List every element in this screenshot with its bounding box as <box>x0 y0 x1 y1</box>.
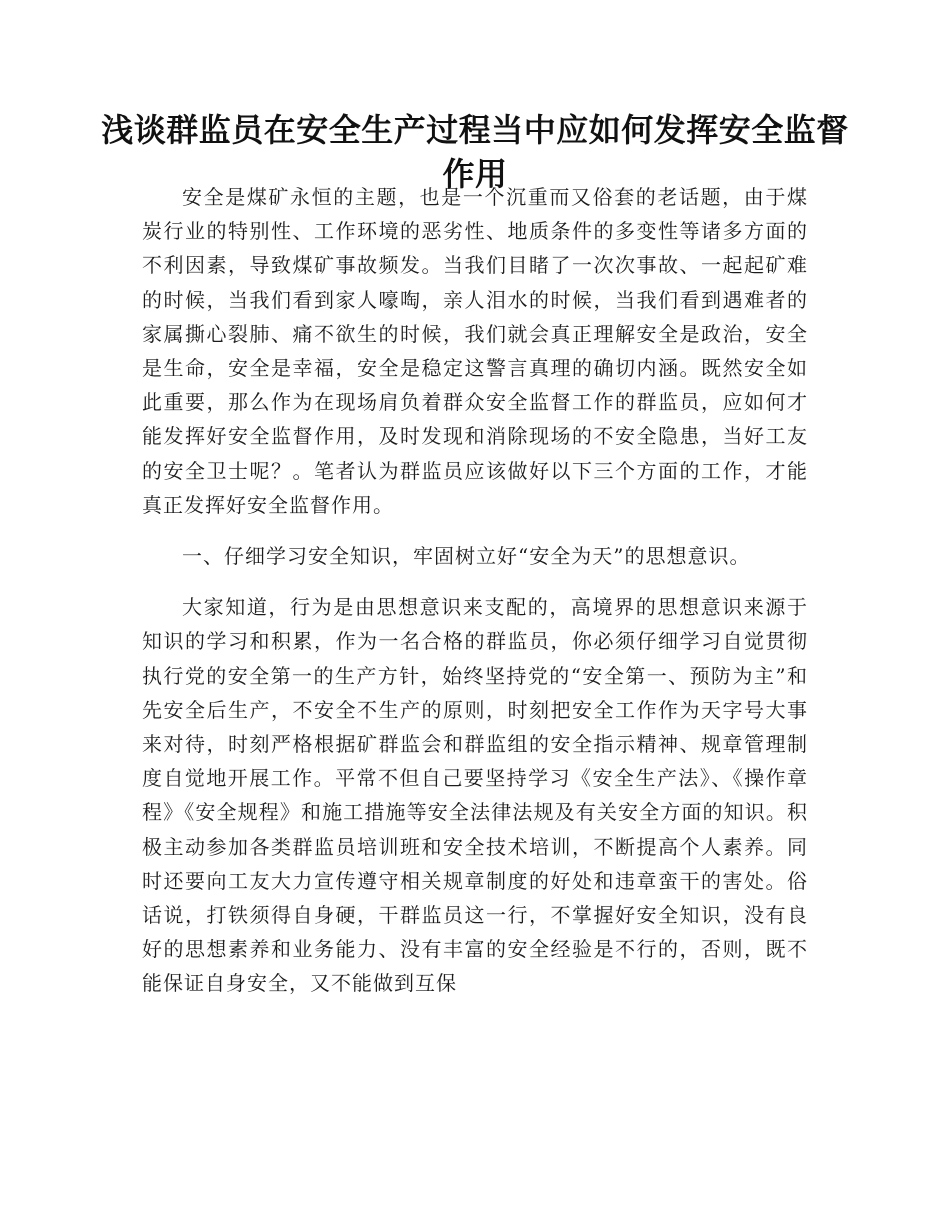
paragraph-intro: 安全是煤矿永恒的主题，也是一个沉重而又俗套的老话题，由于煤炭行业的特别性、工作环境的恶劣性、地质条件的多变性等诸多方面的不利因素，导致煤矿事故频发。当我们目睹了一次次事故、一起起矿难的时候，当我们看到家人嚎啕，亲人泪水的时候，当我们看到遇难者的家属撕心裂肺、痛不欲生的时候，我们就会真正理解安全是政治，安全是生命，安全是幸福，安全是稳定这警言真理的确切内涵。既然安全如此重要，那么作为在现场肩负着群众安全监督工作的群监员，应如何才能发挥好安全监督作用，及时发现和消除现场的不安全隐患，当好工友的安全卫士呢？。笔者认为群监员应该做好以下三个方面的工作，才能真正发挥好安全监督作用。 <box>142 185 808 517</box>
document-title: 浅谈群监员在安全生产过程当中应如何发挥安全监督作用 <box>101 111 849 193</box>
paragraph-section-1: 大家知道，行为是由思想意识来支配的，高境界的思想意识来源于知识的学习和积累，作为一名合格的群监员，你必须仔细学习自觉贯彻执行党的安全第一的生产方针，始终坚持党的“安全第一、预防为主”和先安全后生产，不安全不生产的原则，时刻把安全工作作为天字号大事来对待，时刻严格根据矿群监会和群监组的安全指示精神、规章管理制度自觉地开展工作。平常不但自己要坚持学习《安全生产法》、《操作章程》《安全规程》和施工措施等安全法律法规及有关安全方面的知识。积极主动参加各类群监员培训班和安全技术培训，不断提高个人素养。同时还要向工友大力宣传遵守相关规章制度的好处和违章蛮干的害处。俗话说，打铁须得自身硬，干群监员这一行，不掌握好安全知识，没有良好的思想素养和业务能力、没有丰富的安全经验是不行的，否则，既不能保证自身安全，又不能做到互保 <box>142 595 808 996</box>
document-body <box>142 180 808 1001</box>
section-heading-1: 一、仔细学习安全知识，牢固树立好“安全为天”的思想意识。 <box>182 544 751 569</box>
